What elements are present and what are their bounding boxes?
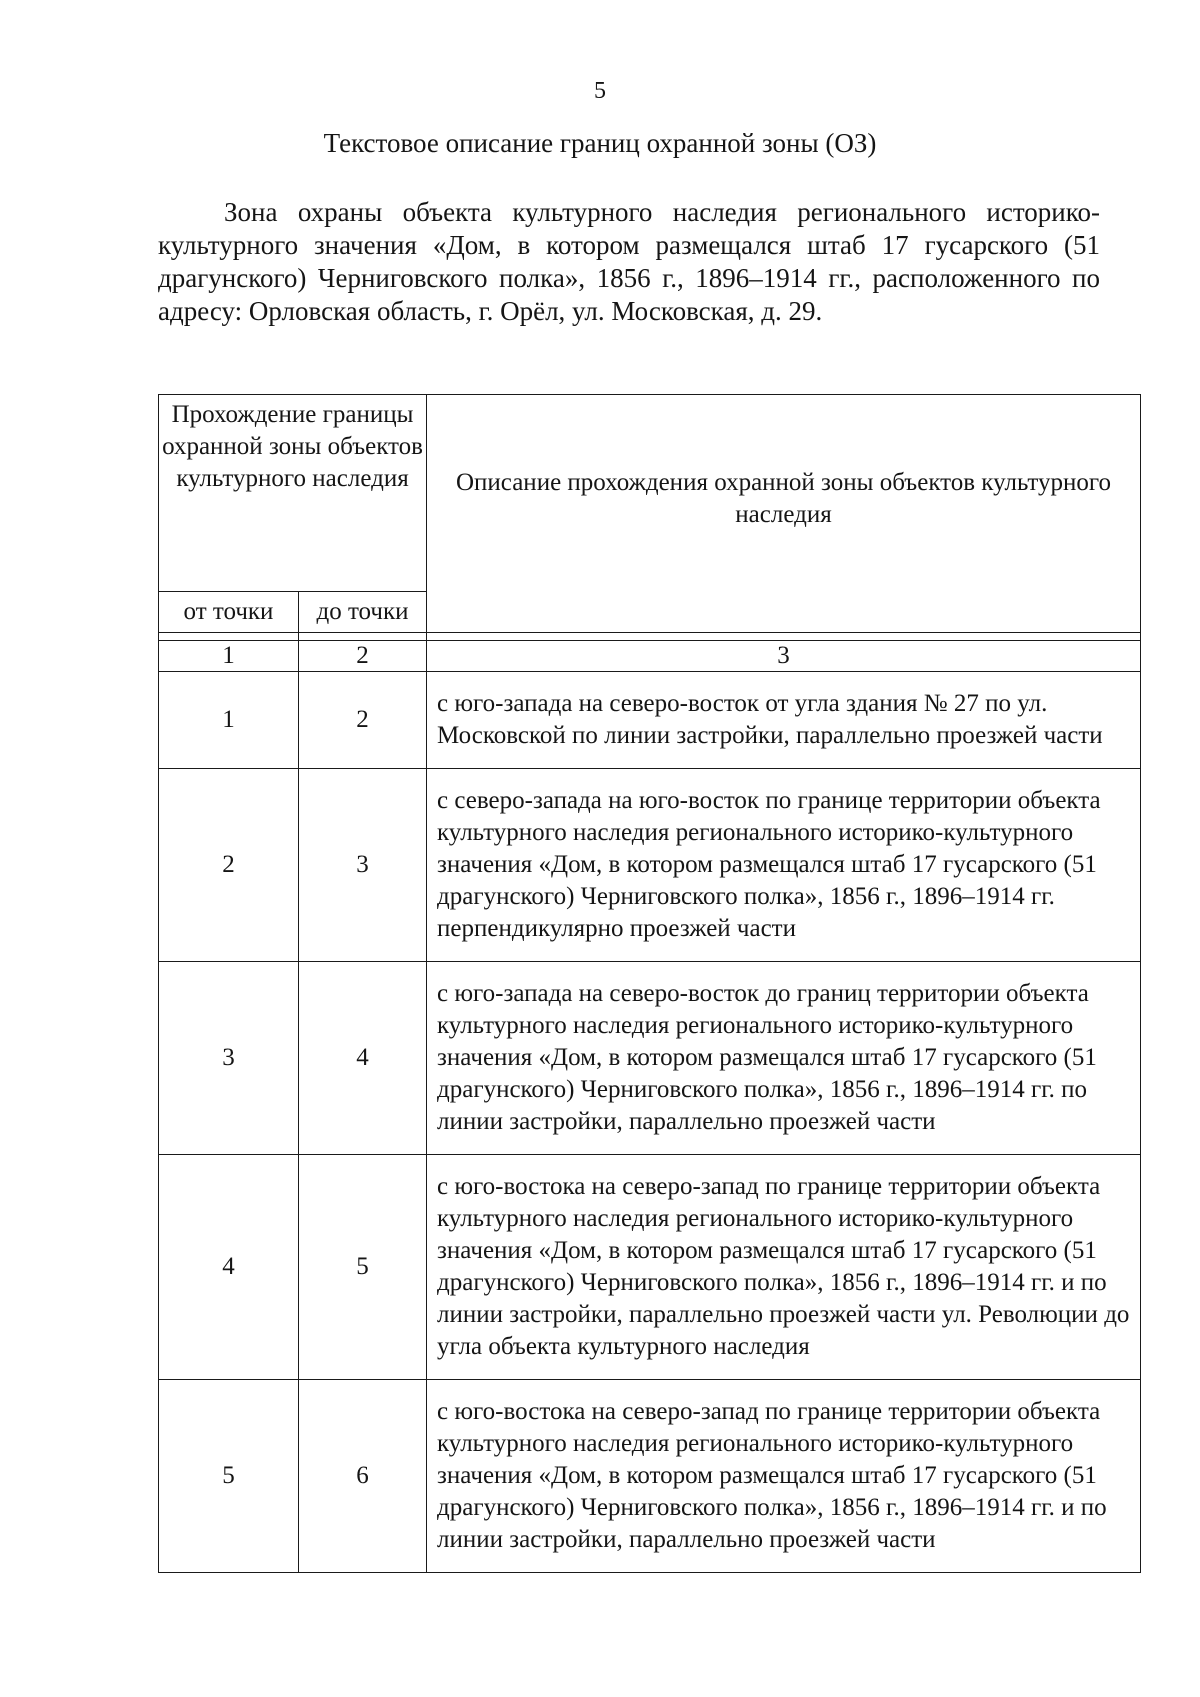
header-from-point: от точки <box>159 592 299 633</box>
description-cell: с юго-запада на северо-восток от угла здания № 27 по ул. Московской по линии застройки, параллельно проезжей части <box>427 672 1141 769</box>
column-number: 2 <box>299 641 427 672</box>
column-number: 3 <box>427 641 1141 672</box>
column-number-row <box>159 641 1141 672</box>
to-point-cell: 6 <box>299 1380 427 1573</box>
description-cell: с юго-запада на северо-восток до границ территории объекта культурного наследия регионального историко-культурного значения «Дом, в котором размещался штаб 17 гусарского (51 драгунского) Черниговского полка», 1856 г., 1896–1914 гг. по линии застройки, параллельно проезжей части <box>427 962 1141 1155</box>
spacer-cell <box>427 633 1141 641</box>
description-cell: с юго-востока на северо-запад по границе территории объекта культурного наследия регионального историко-культурного значения «Дом, в котором размещался штаб 17 гусарского (51 драгунского) Черниговского полка», 1856 г., 1896–1914 гг. и по линии застройки, параллельно проезжей части <box>427 1380 1141 1573</box>
header-description: Описание прохождения охранной зоны объектов культурного наследия <box>427 395 1141 633</box>
to-point-cell: 5 <box>299 1155 427 1380</box>
table-header-row <box>159 395 1141 592</box>
spacer-cell <box>299 633 427 641</box>
table-row <box>159 1380 1141 1573</box>
to-point-cell: 2 <box>299 672 427 769</box>
boundary-table <box>158 394 1141 1573</box>
spacer-cell <box>159 633 299 641</box>
to-point-cell: 3 <box>299 769 427 962</box>
page-number: 5 <box>594 78 606 104</box>
table-row <box>159 962 1141 1155</box>
column-number: 1 <box>159 641 299 672</box>
table-row <box>159 1155 1141 1380</box>
table-row <box>159 769 1141 962</box>
table-spacer-row <box>159 633 1141 641</box>
from-point-cell: 3 <box>159 962 299 1155</box>
intro-paragraph: Зона охраны объекта культурного наследия регионального историко-культурного значения «Дом, в котором размещался штаб 17 гусарского (51 драгунского) Черниговского полка», 1856 г., 1896–1914 гг., расположенного по адресу: Орловская область, г. Орёл, ул. Московская, д. 29. <box>158 197 1100 326</box>
to-point-cell: 4 <box>299 962 427 1155</box>
from-point-cell: 2 <box>159 769 299 962</box>
header-to-point: до точки <box>299 592 427 633</box>
header-boundary-passage: Прохождение границы охранной зоны объектов культурного наследия <box>159 395 427 592</box>
description-cell: с северо-запада на юго-восток по границе территории объекта культурного наследия регионального историко-культурного значения «Дом, в котором размещался штаб 17 гусарского (51 драгунского) Черниговского полка», 1856 г., 1896–1914 гг. перпендикулярно проезжей части <box>427 769 1141 962</box>
description-cell: с юго-востока на северо-запад по границе территории объекта культурного наследия регионального историко-культурного значения «Дом, в котором размещался штаб 17 гусарского (51 драгунского) Черниговского полка», 1856 г., 1896–1914 гг. и по линии застройки, параллельно проезжей части ул. Революции до угла объекта культурного наследия <box>427 1155 1141 1380</box>
document-title: Текстовое описание границ охранной зоны (ОЗ) <box>323 128 877 158</box>
from-point-cell: 4 <box>159 1155 299 1380</box>
from-point-cell: 5 <box>159 1380 299 1573</box>
from-point-cell: 1 <box>159 672 299 769</box>
table-row <box>159 672 1141 769</box>
